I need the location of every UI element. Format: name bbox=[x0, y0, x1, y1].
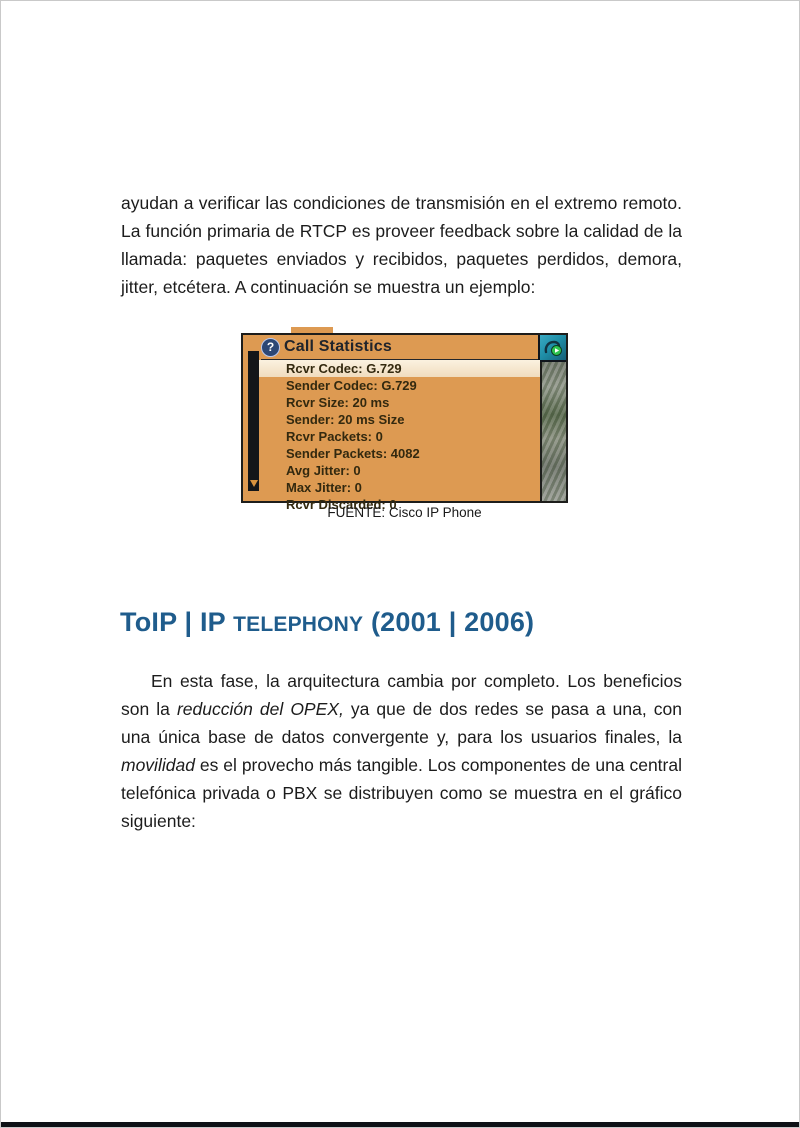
scrollbar-down-button bbox=[248, 475, 259, 491]
chevron-down-icon bbox=[250, 480, 258, 487]
scrollbar-track bbox=[248, 351, 259, 475]
stat-row: Sender Codec: G.729 bbox=[286, 378, 417, 393]
heading-lead: ToIP | IP bbox=[120, 607, 234, 638]
paragraph-rtcp-text: ayudan a verificar las condiciones de transmisión en el extremo remoto. La función primaria de RTCP es proveer feedback sobre la calidad de la llamada: paquetes enviados y recibidos, paquetes perdidos, demora, jitter, etcétera. A continuación se muestra un ejemplo: bbox=[121, 192, 682, 297]
para2-seg-a: En esta fase, la arquitectura cambia por completo. Los beneficios son la bbox=[121, 670, 682, 719]
para2-seg-c: ya que de dos redes se pasa a una, con una única base de datos convergente y, para los usuarios finales, la bbox=[121, 698, 683, 747]
figure-title: Call Statistics bbox=[284, 338, 392, 355]
stat-row: Sender Packets: 4082 bbox=[286, 446, 420, 461]
heading-smallcaps: TELEPHONY bbox=[233, 613, 364, 637]
paragraph-rtcp bbox=[121, 189, 682, 301]
handset-glyph bbox=[543, 339, 563, 357]
stat-row: Rcvr Size: 20 ms bbox=[286, 395, 390, 410]
para2-seg-b-italic: reducción del OPEX, bbox=[176, 698, 344, 719]
active-call-icon bbox=[538, 335, 566, 362]
stat-row: Rcvr Discarded: 0 bbox=[286, 497, 397, 512]
stat-row: Rcvr Codec: G.729 bbox=[259, 360, 540, 377]
call-statistics-screenshot bbox=[241, 333, 568, 512]
section-heading bbox=[120, 607, 534, 638]
figure-caption: FUENTE: Cisco IP Phone bbox=[327, 505, 482, 520]
stat-row: Rcvr Packets: 0 bbox=[286, 429, 383, 444]
call-statistics-header bbox=[261, 335, 538, 361]
paragraph-toip bbox=[121, 667, 682, 835]
para2-seg-e: es el provecho más tangible. Los componentes de una central telefónica privada o PBX se distribuyen como se muestra en el gráfico siguiente: bbox=[121, 754, 682, 831]
stat-row: Sender: 20 ms Size bbox=[286, 412, 405, 427]
para2-seg-d-italic: movilidad bbox=[121, 754, 195, 775]
call-statistics-rows bbox=[259, 360, 540, 513]
stat-row: Max Jitter: 0 bbox=[286, 480, 362, 495]
stat-row: Avg Jitter: 0 bbox=[286, 463, 361, 478]
page-footer-bar bbox=[1, 1122, 799, 1127]
heading-tail: (2001 | 2006) bbox=[363, 607, 535, 638]
screen-background-texture bbox=[540, 362, 566, 501]
help-icon: ? bbox=[261, 338, 280, 357]
